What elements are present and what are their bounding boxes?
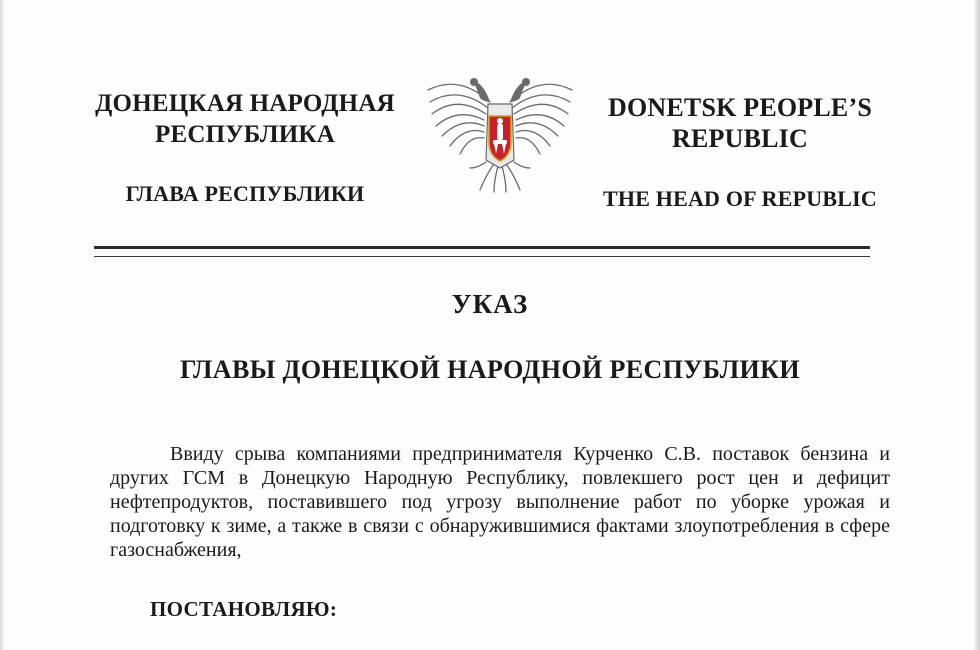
header-left-name-line1: ДОНЕЦКАЯ НАРОДНАЯ	[95, 90, 395, 117]
header-left-republic-name	[80, 88, 410, 150]
scan-edge-right	[974, 0, 980, 650]
header-right-republic-name	[590, 92, 890, 154]
document-title: УКАЗ	[451, 289, 529, 319]
document-subtitle: ГЛАВЫ ДОНЕЦКОЙ НАРОДНОЙ РЕСПУБЛИКИ	[179, 355, 801, 384]
header-right-head-title: THE HEAD OF REPUBLIC	[603, 186, 877, 211]
paragraph-text: Ввиду срыва компаниями предпринимателя Курченко С.В. поставок бензина и других ГСМ в Донецкую Народную Республику, повлекшего рост цен и дефицит нефтепродуктов, поставившего под угрозу выполнение работ по уборке урожая и подготовку к зиме, а также в связи с обнаружившимися фактами злоупотребления в сфере газоснабжения,	[110, 443, 890, 561]
decree-word: ПОСТАНОВЛЯЮ:	[150, 597, 338, 621]
header-divider-thick	[94, 246, 870, 249]
header-right-name-line1: DONETSK PEOPLE’S	[608, 93, 872, 122]
header-left-name-line2: РЕСПУБЛИКА	[155, 121, 335, 148]
header-divider-thin	[94, 256, 870, 257]
header-right-name-line2: REPUBLIC	[672, 124, 808, 153]
header-left-head-title: ГЛАВА РЕСПУБЛИКИ	[125, 181, 365, 206]
scan-edge-left	[0, 0, 4, 650]
document-paragraph	[110, 442, 890, 562]
double-headed-eagle-coat-of-arms-icon	[424, 68, 576, 196]
